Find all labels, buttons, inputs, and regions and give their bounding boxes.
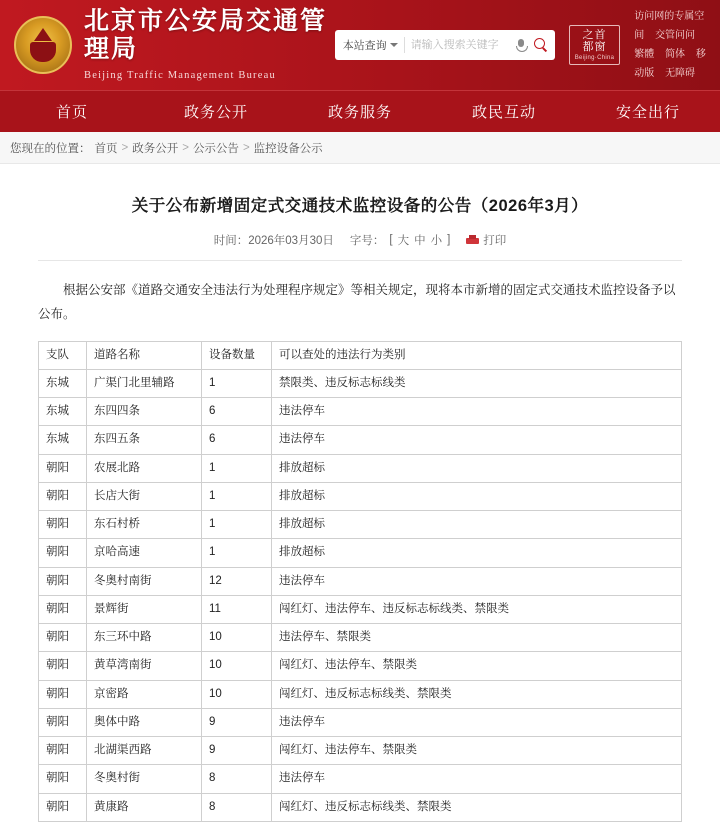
cell-violation-types: 闯红灯、违反标志标线类、禁限类 (272, 680, 682, 708)
table-row (39, 454, 682, 482)
cell-violation-types: 违法停车、禁限类 (272, 624, 682, 652)
cell-brigade: 朝阳 (39, 567, 87, 595)
cell-brigade: 朝阳 (39, 624, 87, 652)
search-scope-label: 本站查询 (342, 40, 387, 52)
link-mobile[interactable]: 移动版 (634, 49, 706, 79)
cell-violation-types: 闯红灯、违法停车、违反标志标线类、禁限类 (272, 595, 682, 623)
cell-brigade: 朝阳 (39, 511, 87, 539)
breadcrumb-prefix: 您现在的位置： (10, 142, 91, 155)
cell-device-count: 6 (202, 398, 272, 426)
cell-device-count: 1 (202, 369, 272, 397)
chevron-down-icon (390, 43, 398, 47)
table-row (39, 398, 682, 426)
cell-violation-types: 排放超标 (272, 511, 682, 539)
capital-window-cn-line2: 都窗 (582, 41, 607, 54)
cell-violation-types: 闯红灯、违法停车、禁限类 (272, 737, 682, 765)
breadcrumb (0, 132, 720, 164)
link-traditional[interactable]: 繁體 (634, 49, 655, 60)
publish-time-label: 时间： (213, 235, 249, 247)
print-label: 打印 (483, 235, 507, 247)
search-icon[interactable] (533, 37, 549, 53)
cell-road-name: 黄康路 (87, 793, 202, 821)
cell-road-name: 北湖渠西路 (87, 737, 202, 765)
cell-device-count: 10 (202, 652, 272, 680)
column-header-brigade: 支队 (39, 341, 87, 369)
publish-time-value: 2026年03月30日 (248, 235, 334, 247)
cell-brigade: 东城 (39, 426, 87, 454)
cell-violation-types: 违法停车 (272, 708, 682, 736)
breadcrumb-separator-3: > (242, 141, 250, 154)
table-row (39, 793, 682, 821)
table-row (39, 369, 682, 397)
cell-road-name: 东四五条 (87, 426, 202, 454)
fontsize-small-button[interactable]: 小 (430, 235, 443, 247)
cell-device-count: 6 (202, 426, 272, 454)
table-row (39, 680, 682, 708)
breadcrumb-item-home[interactable]: 首页 (94, 142, 118, 155)
cell-brigade: 朝阳 (39, 595, 87, 623)
nav-interaction[interactable]: 政民互动 (471, 104, 536, 121)
main-navigation (0, 90, 720, 132)
table-row (39, 426, 682, 454)
cell-road-name: 黄草湾南街 (87, 652, 202, 680)
cell-device-count: 9 (202, 737, 272, 765)
search-scope-selector[interactable] (343, 37, 405, 53)
fontsize-controls (350, 232, 450, 248)
link-traffic-ask[interactable]: 交管问问 (655, 30, 696, 41)
nav-affairs-service[interactable]: 政务服务 (327, 104, 392, 121)
capital-window-cn-line1: 之首 (582, 29, 607, 42)
cell-brigade: 朝阳 (39, 539, 87, 567)
header-utility-links (634, 7, 706, 83)
column-header-device-count: 设备数量 (202, 341, 272, 369)
cell-brigade: 朝阳 (39, 765, 87, 793)
link-personal-space[interactable]: 访问网的专属空间 (634, 11, 705, 41)
breadcrumb-item-monitor-devices[interactable]: 监控设备公示 (253, 142, 323, 155)
capital-window-badge[interactable] (569, 25, 621, 65)
breadcrumb-item-affairs-open[interactable]: 政务公开 (132, 142, 179, 155)
cell-violation-types: 排放超标 (272, 454, 682, 482)
site-header (0, 0, 720, 90)
link-simplified[interactable]: 简体 (665, 49, 686, 60)
cell-brigade: 朝阳 (39, 680, 87, 708)
nav-affairs-open[interactable]: 政务公开 (183, 104, 248, 121)
site-title-block (84, 8, 335, 82)
article-meta (38, 232, 682, 261)
fontsize-bracket-right: ] (447, 234, 451, 246)
fontsize-medium-button[interactable]: 中 (414, 235, 426, 247)
cell-road-name: 农展北路 (87, 454, 202, 482)
column-header-violation-types: 可以查处的违法行为类别 (272, 341, 682, 369)
cell-brigade: 朝阳 (39, 454, 87, 482)
cell-device-count: 8 (202, 793, 272, 821)
site-title-en: Beijing Traffic Management Bureau (84, 70, 276, 82)
publish-time (214, 232, 334, 248)
cell-device-count: 10 (202, 680, 272, 708)
search-input[interactable] (405, 39, 515, 51)
cell-device-count: 12 (202, 567, 272, 595)
cell-road-name: 景辉街 (87, 595, 202, 623)
page-title: 关于公布新增固定式交通技术监控设备的公告（2026年3月） (131, 197, 589, 215)
fontsize-bracket-left: [ (389, 234, 393, 246)
fontsize-label: 字号： (349, 235, 385, 247)
cell-violation-types: 排放超标 (272, 482, 682, 510)
cell-device-count: 10 (202, 624, 272, 652)
monitoring-device-table (38, 341, 682, 822)
table-row (39, 511, 682, 539)
site-title-cn: 北京市公安局交通管理局 (84, 7, 328, 63)
printer-icon (466, 235, 479, 246)
cell-violation-types: 禁限类、违反标志标线类 (272, 369, 682, 397)
cell-brigade: 朝阳 (39, 708, 87, 736)
capital-window-en: Beijing·China (574, 55, 615, 62)
cell-device-count: 1 (202, 511, 272, 539)
cell-road-name: 冬奥村街 (87, 765, 202, 793)
cell-road-name: 长店大街 (87, 482, 202, 510)
article-paragraph: 根据公安部《道路交通安全违法行为处理程序规定》等相关规定，现将本市新增的固定式交通技术监控设备予以公布。 (38, 283, 676, 321)
table-row (39, 624, 682, 652)
cell-brigade: 朝阳 (39, 793, 87, 821)
microphone-icon[interactable] (515, 38, 527, 53)
cell-violation-types: 违法停车 (272, 426, 682, 454)
cell-device-count: 9 (202, 708, 272, 736)
cell-brigade: 朝阳 (39, 652, 87, 680)
fontsize-large-button[interactable]: 大 (397, 235, 410, 247)
cell-device-count: 1 (202, 454, 272, 482)
nav-safe-travel[interactable]: 安全出行 (615, 104, 680, 121)
table-row (39, 652, 682, 680)
cell-road-name: 奥体中路 (87, 708, 202, 736)
table-header-row (39, 341, 682, 369)
cell-violation-types: 违法停车 (272, 398, 682, 426)
breadcrumb-separator-1: > (121, 141, 129, 154)
cell-violation-types: 违法停车 (272, 567, 682, 595)
cell-device-count: 1 (202, 539, 272, 567)
cell-brigade: 朝阳 (39, 482, 87, 510)
cell-violation-types: 闯红灯、违反标志标线类、禁限类 (272, 793, 682, 821)
table-row (39, 595, 682, 623)
cell-road-name: 东石村桥 (87, 511, 202, 539)
table-row (39, 567, 682, 595)
table-row (39, 765, 682, 793)
cell-road-name: 京密路 (87, 680, 202, 708)
nav-home[interactable]: 首页 (55, 104, 88, 121)
table-row (39, 708, 682, 736)
cell-violation-types: 违法停车 (272, 765, 682, 793)
cell-device-count: 1 (202, 482, 272, 510)
search-box[interactable] (335, 30, 555, 60)
table-row (39, 482, 682, 510)
cell-device-count: 8 (202, 765, 272, 793)
cell-brigade: 东城 (39, 369, 87, 397)
cell-device-count: 11 (202, 595, 272, 623)
cell-violation-types: 闯红灯、违法停车、禁限类 (272, 652, 682, 680)
table-row (39, 737, 682, 765)
article-content (0, 164, 720, 822)
cell-road-name: 冬奥村南街 (87, 567, 202, 595)
header-right (335, 7, 706, 83)
breadcrumb-item-announcements[interactable]: 公示公告 (192, 142, 239, 155)
police-emblem-icon (14, 16, 72, 74)
cell-road-name: 东三环中路 (87, 624, 202, 652)
cell-brigade: 朝阳 (39, 737, 87, 765)
print-button[interactable] (466, 232, 506, 248)
breadcrumb-separator-2: > (182, 141, 189, 154)
link-accessibility[interactable]: 无障碍 (665, 68, 696, 79)
cell-violation-types: 排放超标 (272, 539, 682, 567)
cell-road-name: 东四四条 (87, 398, 202, 426)
column-header-road-name: 道路名称 (87, 341, 202, 369)
cell-brigade: 东城 (39, 398, 87, 426)
cell-road-name: 京哈高速 (87, 539, 202, 567)
cell-road-name: 广渠门北里辅路 (87, 369, 202, 397)
table-row (39, 539, 682, 567)
